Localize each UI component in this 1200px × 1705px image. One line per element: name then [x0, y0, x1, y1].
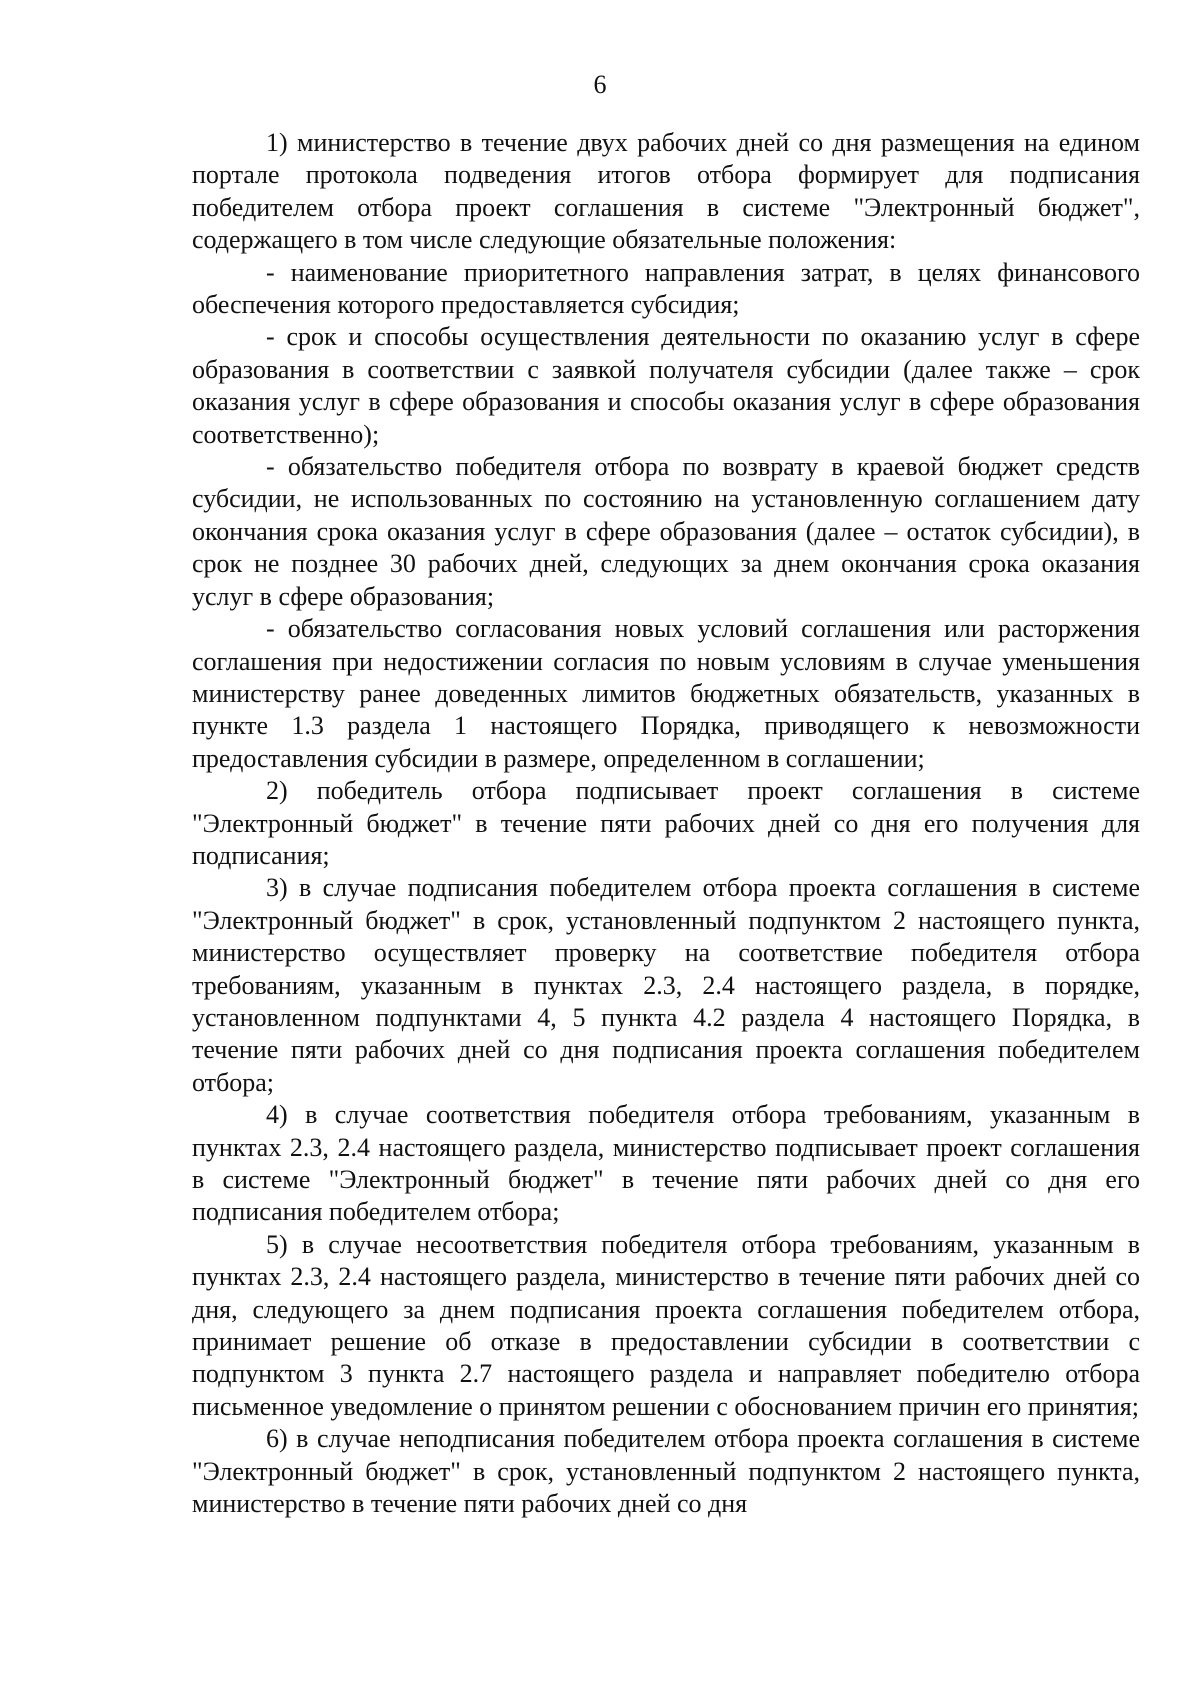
document-body	[192, 127, 1140, 1520]
paragraph-item-5: 5) в случае несоответствия победителя отбора требованиям, указанным в пунктах 2.3, 2.4 настоящего раздела, министерство в течение пяти рабочих дней со дня, следующего за днем подписания проекта соглашения победителем отбора, принимает решение об отказе в предоставлении субсидии в соответствии с подпунктом 3 пункта 2.7 настоящего раздела и направляет победителю отбора письменное уведомление о принятом решении с обоснованием причин его принятия;	[192, 1229, 1140, 1421]
paragraph-bullet-terms: - срок и способы осуществления деятельности по оказанию услуг в сфере образования в соответствии с заявкой получателя субсидии (далее также – срок оказания услуг в сфере образования и способы оказания услуг в сфере образования соответственно);	[192, 322, 1140, 449]
paragraph-item-1: 1) министерство в течение двух рабочих дней со дня размещения на едином портале протокола подведения итогов отбора формирует для подписания победителем отбора проект соглашения в системе "Электронный бюджет", содержащего в том числе следующие обязательные положения:	[192, 128, 1140, 255]
paragraph-item-3: 3) в случае подписания победителем отбора проекта соглашения в системе "Электронный бюджет" в срок, установленный подпунктом 2 настоящего пункта, министерство осуществляет проверку на соответствие победителя отбора требованиям, указанным в пунктах 2.3, 2.4 настоящего раздела, в порядке, установленном подпунктами 4, 5 пункта 4.2 раздела 4 настоящего Порядка, в течение пяти рабочих дней со дня подписания проекта соглашения победителем отбора;	[192, 873, 1140, 1097]
page-number: 6	[593, 70, 607, 99]
paragraph-bullet-refund: - обязательство победителя отбора по возврату в краевой бюджет средств субсидии, не использованных по состоянию на установленную соглашением дату окончания срока оказания услуг в сфере образования (далее – остаток субсидии), в срок не позднее 30 рабочих дней, следующих за днем окончания срока оказания услуг в сфере образования;	[192, 452, 1140, 611]
paragraph-bullet-direction: - наименование приоритетного направления затрат, в целях финансового обеспечения которого предоставляется субсидия;	[192, 257, 1140, 320]
paragraph-item-6: 6) в случае неподписания победителем отбора проекта соглашения в системе "Электронный бюджет" в срок, установленный подпунктом 2 настоящего пункта, министерство в течение пяти рабочих дней со дня	[192, 1424, 1140, 1519]
paragraph-item-4: 4) в случае соответствия победителя отбора требованиям, указанным в пунктах 2.3, 2.4 настоящего раздела, министерство подписывает проект соглашения в системе "Электронный бюджет" в течение пяти рабочих дней со дня его подписания победителем отбора;	[192, 1100, 1140, 1227]
paragraph-item-2: 2) победитель отбора подписывает проект соглашения в системе "Электронный бюджет" в течение пяти рабочих дней со дня его получения для подписания;	[192, 776, 1140, 870]
paragraph-bullet-agreement: - обязательство согласования новых условий соглашения или расторжения соглашения при недостижении согласия по новым условиям в случае уменьшения министерству ранее доведенных лимитов бюджетных обязательств, указанных в пункте 1.3 раздела 1 настоящего Порядка, приводящего к невозможности предоставления субсидии в размере, определенном в соглашении;	[192, 614, 1140, 773]
